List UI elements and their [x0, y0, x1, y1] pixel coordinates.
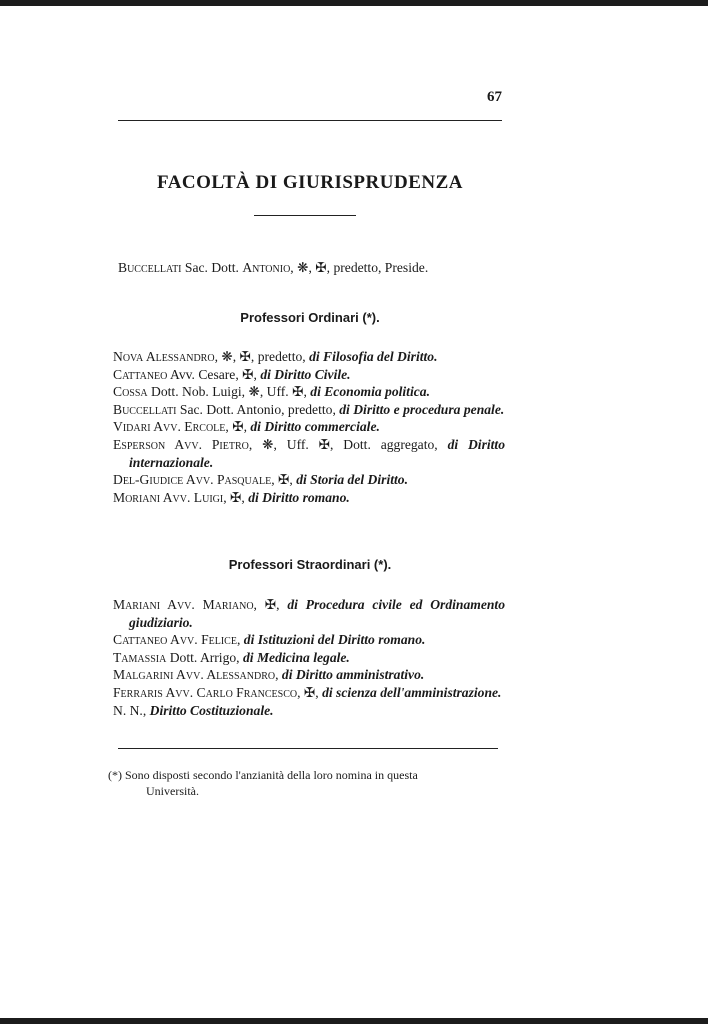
- entry-cattaneo-cesare: [113, 366, 505, 384]
- header-rule: [118, 120, 502, 121]
- footnote: [108, 767, 502, 799]
- entry-name: Cattaneo Avv. Felice: [113, 632, 237, 648]
- entry-vidari: [113, 418, 505, 436]
- entry-details: Avv. Cesare, ✠,: [167, 366, 261, 382]
- entry-details: , ❋, Uff. ✠, Dott. aggregato,: [248, 436, 448, 452]
- entry-details: , ✠,: [225, 419, 251, 435]
- entry-subject: di Diritto romano.: [248, 489, 350, 505]
- entry-name: Del-Giudice Avv. Pasquale: [113, 472, 272, 488]
- entry-subject: di Storia del Diritto.: [296, 472, 408, 488]
- entry-subject: di scienza dell'amministrazione.: [322, 684, 502, 700]
- entry-buccellati: [113, 401, 505, 419]
- entry-mariani: [113, 596, 505, 631]
- entry-name: N. N.: [113, 702, 143, 718]
- entry-subject: di Procedura civile ed Ordinamento giudiziario.: [129, 597, 505, 630]
- entry-details: ,: [142, 702, 150, 718]
- preside-title: Sac. Dott.: [184, 260, 239, 275]
- entry-subject: di Medicina legale.: [242, 649, 350, 665]
- entry-nova: [113, 348, 505, 366]
- entry-esperson: [113, 436, 505, 471]
- footnote-rule: [118, 748, 498, 749]
- entry-details: Sac. Dott. Antonio, predetto,: [176, 401, 340, 417]
- entry-name: Ferraris Avv. Carlo Francesco: [113, 684, 298, 700]
- entry-del-giudice: [113, 471, 505, 489]
- entry-tamassia: [113, 649, 505, 667]
- footnote-line-1: (*) Sono disposti secondo l'anzianità della loro nomina in questa: [108, 768, 418, 782]
- entry-subject: di Economia politica.: [310, 384, 430, 400]
- entry-subject: di Istituzioni del Diritto romano.: [243, 632, 426, 648]
- entry-details: , ✠,: [297, 684, 323, 700]
- scan-edge-bottom: [0, 1018, 708, 1024]
- entry-name: Esperson Avv. Pietro: [113, 436, 249, 452]
- section-heading-straordinari: Professori Straordinari (*).: [228, 557, 392, 572]
- entry-name: Malgarini Avv. Alessandro: [113, 667, 276, 683]
- entry-details: Dott. Arrigo,: [166, 649, 243, 665]
- footnote-line-2: Università.: [146, 784, 199, 798]
- entry-moriani: [113, 489, 505, 507]
- entry-subject: di Diritto commerciale.: [250, 419, 380, 435]
- entry-malgarini: [113, 666, 505, 684]
- faculty-title: FACOLTÀ DI GIURISPRUDENZA: [157, 172, 463, 193]
- entry-name: Moriani Avv. Luigi: [113, 489, 224, 505]
- entry-name: Cossa: [113, 384, 148, 400]
- entries-straordinari: [113, 596, 505, 719]
- entry-subject: Diritto Costituzionale.: [149, 702, 274, 718]
- entry-details: , ❋, ✠, predetto,: [214, 349, 310, 364]
- scan-edge-top: [0, 0, 708, 6]
- preside-line: [118, 260, 502, 276]
- entry-subject: di Filosofia del Diritto.: [309, 349, 438, 364]
- entry-subject: di Diritto amministrativo.: [281, 667, 425, 683]
- entry-ferraris: [113, 684, 505, 702]
- entry-subject: di Diritto internazionale.: [129, 436, 506, 470]
- entry-details: ,: [275, 667, 282, 683]
- entry-details: , ✠,: [223, 489, 249, 505]
- entry-subject: di Diritto Civile.: [260, 366, 351, 382]
- section-heading-ordinari: Professori Ordinari (*).: [240, 310, 380, 325]
- preside-given-name: Antonio: [242, 260, 291, 275]
- page-number: 67: [487, 89, 502, 105]
- entry-name: Mariani Avv. Mariano: [113, 597, 254, 612]
- title-rule: [254, 215, 356, 216]
- entry-name: Nova Alessandro: [113, 349, 215, 364]
- entry-subject: di Diritto e procedura penale.: [339, 401, 505, 417]
- entry-name: Tamassia: [113, 649, 167, 665]
- entry-details: ,: [236, 632, 244, 648]
- entry-name: Buccellati: [113, 401, 177, 417]
- entry-name: Cattaneo: [113, 366, 168, 382]
- entry-details: Dott. Nob. Luigi, ❋, Uff. ✠,: [147, 384, 311, 400]
- entry-nn: [113, 702, 505, 720]
- entry-name: Vidari Avv. Ercole: [113, 419, 226, 435]
- entries-ordinari: [113, 348, 505, 506]
- preside-surname: Buccellati: [118, 260, 182, 275]
- entry-details: , ✠,: [271, 472, 297, 488]
- preside-details: , ❋, ✠, predetto, Preside.: [290, 260, 429, 275]
- entry-cattaneo-felice: [113, 631, 505, 649]
- entry-cossa: [113, 383, 505, 401]
- entry-details: , ✠,: [253, 597, 288, 612]
